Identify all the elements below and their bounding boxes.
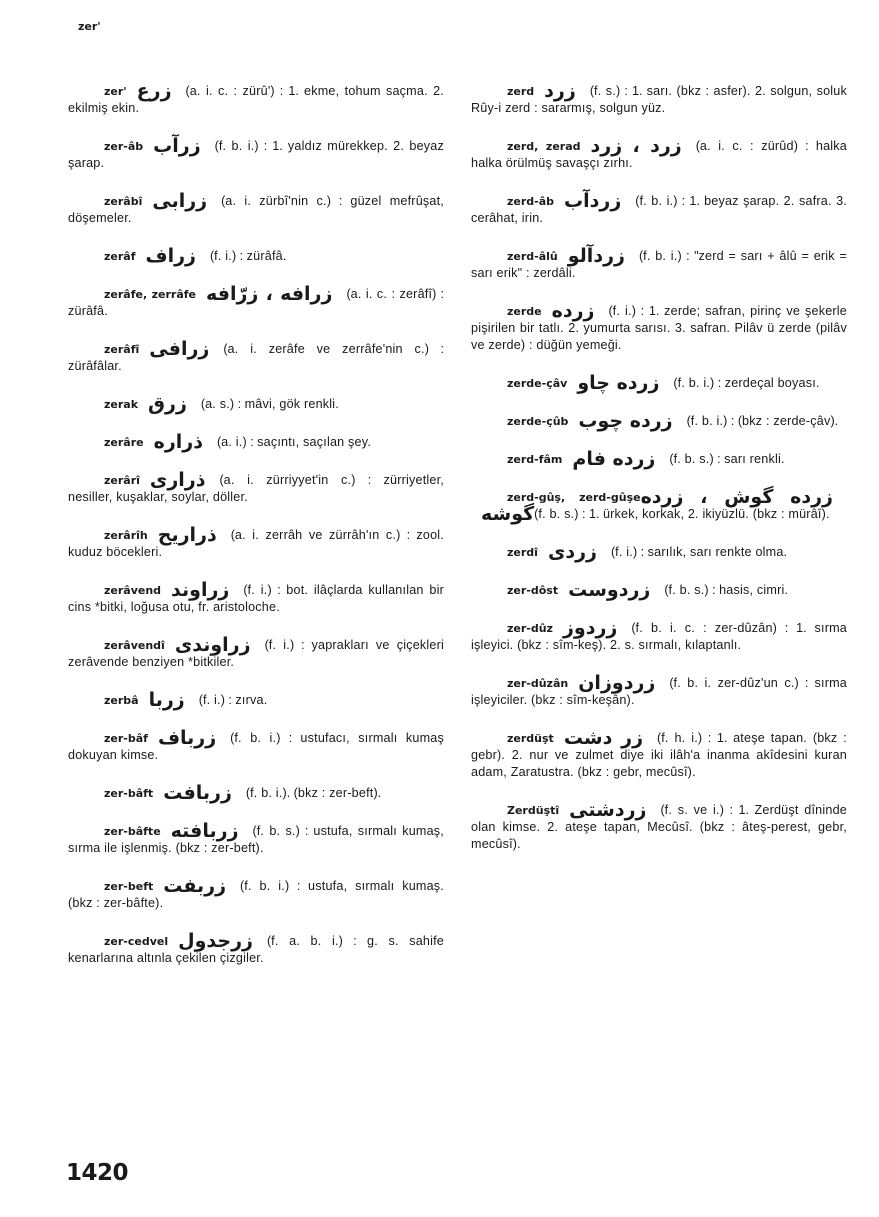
- entry-definition: (a. s.) : mâvi, gök renkli.: [200, 396, 339, 411]
- entry-headword: zerde: [507, 304, 542, 318]
- dictionary-entry: [471, 671, 847, 709]
- entry-headword: zerâfe, zerrâfe: [104, 287, 196, 301]
- entry-arabic-script: زرباف: [157, 726, 217, 749]
- running-head: zer': [78, 20, 101, 33]
- entry-definition: (a. i. c. : zürûd) : halka halka örülmüş savaşçı zırhı.: [471, 138, 847, 170]
- entry-headword: zerâf: [104, 249, 136, 263]
- entry-headword: zer-bâf: [104, 731, 148, 745]
- entry-definition: (a. i. zürbî'nin c.) : güzel mefrûşat, döşemeler.: [68, 193, 444, 225]
- entry-arabic-script: زرد: [544, 79, 576, 102]
- entry-headword: zerdî: [507, 545, 538, 559]
- dictionary-entry: [68, 726, 444, 764]
- dictionary-entry: [68, 430, 444, 453]
- dictionary-entry: [68, 633, 444, 671]
- entry-headword: zerde-çâv: [507, 376, 568, 390]
- dictionary-entry: [471, 578, 847, 601]
- entry-definition: (a. i. zerâfe ve zerrâfe'nin c.) : zürâfâlar.: [68, 341, 444, 373]
- entry-headword: zerd-fâm: [507, 452, 563, 466]
- dictionary-entry: [471, 485, 847, 525]
- entry-definition: (f. i.) : bot. ilâçlarda kullanılan bir cins *bitki, loğusa otu, fr. aristoloche.: [68, 582, 444, 614]
- dictionary-entry: [68, 244, 444, 267]
- entry-arabic-script: زرجدول: [178, 929, 253, 952]
- page-number: 1420: [66, 1160, 129, 1186]
- dictionary-entry: [68, 688, 444, 711]
- dictionary-entry: [68, 134, 444, 172]
- entry-arabic-script: زردوزان: [578, 671, 656, 694]
- dictionary-entry: [68, 282, 445, 320]
- entry-arabic-script: زردوز: [562, 616, 618, 639]
- entry-headword: zerâvend: [104, 583, 162, 597]
- entry-arabic-script: زرده چوب: [578, 409, 673, 432]
- entry-definition: (f. b. i.) : ustufa, sırmalı kumaş. (bkz : zer-bâfte).: [68, 878, 444, 910]
- dictionary-entry: [68, 578, 444, 616]
- entry-definition: (f. b. i. c. : zer-dûzân) : 1. sırma işleyici. (bkz : sîm-keş). 2. s. sırmalı, kılaptanlı.: [471, 620, 847, 652]
- entry-definition: (f. i.) : 1. zerde; safran, pirinç ve şekerle pişirilen bir tatlı. 2. yumurta sarısı. 3. safran. Pilâv ü zerde (pilâv ve zerde) : düğün yemeği.: [471, 303, 847, 352]
- entry-headword: zerbâ: [104, 693, 139, 707]
- dictionary-entry: [68, 392, 444, 415]
- entry-headword: zer-dûzân: [507, 676, 569, 690]
- entry-arabic-script: زربافت: [163, 781, 232, 804]
- entry-headword: zerak: [104, 397, 139, 411]
- right-column: [471, 70, 847, 874]
- entry-headword: zer-dûz: [507, 621, 553, 635]
- entry-arabic-script: زرابى: [152, 189, 208, 212]
- dictionary-entry: [471, 409, 847, 432]
- entry-arabic-script: زراوند: [171, 578, 230, 601]
- entry-headword: zerde-çûb: [507, 414, 569, 428]
- entry-headword: zerd-âlû: [507, 249, 558, 263]
- entry-definition: (f. i.) : sarılık, sarı renkte olma.: [610, 544, 788, 559]
- entry-arabic-script: زربافته: [170, 819, 239, 842]
- dictionary-entry: [471, 798, 847, 853]
- entry-definition: (f. b. i.) : "zerd = sarı + âlû = erik = sarı erik" : zerdâli.: [471, 248, 847, 280]
- entry-arabic-script: زر دشت: [563, 726, 644, 749]
- entry-definition: (f. i.) : zırva.: [198, 692, 268, 707]
- entry-definition: (a. i.) : saçıntı, saçılan şey.: [216, 434, 372, 449]
- dictionary-entry: [471, 371, 847, 394]
- entry-definition: (f. b. i.) : ustufacı, sırmalı kumaş dokuyan kimse.: [68, 730, 444, 762]
- entry-arabic-script: زردى: [547, 540, 597, 563]
- entry-headword: zerâre: [104, 435, 144, 449]
- entry-definition: (a. i. c. : zerâfî) : zürâfâ.: [68, 286, 445, 318]
- entry-arabic-script: ذراره: [153, 430, 203, 453]
- entry-definition: (f. b. i. zer-dûz'un c.) : sırma işleyiciler. (bkz : sîm-keşân).: [471, 675, 847, 707]
- entry-headword: Zerdüştî: [507, 803, 560, 817]
- dictionary-entry: [471, 616, 847, 654]
- entry-definition: (a. i. c. : zürû') : 1. ekme, tohum saçma. 2. ekilmiş ekin.: [68, 83, 444, 115]
- entry-arabic-script: زرد ، زرد: [590, 134, 682, 157]
- entry-definition: (f. s.) : 1. sarı. (bkz : asfer). 2. solgun, soluk Rûy-i zerd : sararmış, solgun yüz.: [471, 83, 847, 115]
- dictionary-entry: [68, 819, 444, 857]
- entry-headword: zerd-gûş, zerd-gûşe: [507, 490, 641, 504]
- entry-definition: (f. b. i.) : 1. yaldız mürekkep. 2. beyaz şarap.: [68, 138, 444, 170]
- entry-arabic-script: زراوندى: [174, 633, 251, 656]
- entry-headword: zerâfî: [104, 342, 140, 356]
- entry-definition: (f. s. ve i.) : 1. Zerdüşt dîninde olan kimse. 2. ateşe tapan, Mecûsî. (bkz : âteş-perest, gebr, mecûsî).: [471, 802, 847, 851]
- entry-arabic-script: زردوست: [568, 578, 651, 601]
- entry-headword: zer-cedvel: [104, 934, 169, 948]
- entry-arabic-script: ذرارى: [149, 468, 206, 491]
- entry-definition: (f. b. s.) : hasis, cimri.: [664, 582, 789, 597]
- entry-arabic-script: زراف: [145, 244, 196, 267]
- dictionary-entry: [68, 523, 444, 561]
- entry-definition: (a. i. zerrâh ve zürrâh'ın c.) : zool. kuduz böcekleri.: [68, 527, 444, 559]
- entry-headword: zerâvendî: [104, 638, 165, 652]
- entry-definition: (f. b. s.) : 1. ürkek, korkak, 2. ikiyüzlü. (bkz : mürâî).: [534, 506, 830, 521]
- entry-definition: (f. i.) : zürâfâ.: [209, 248, 287, 263]
- entry-arabic-script: زردشتى: [569, 798, 647, 821]
- entry-arabic-script: زرق: [148, 392, 187, 415]
- dictionary-entry: [68, 337, 444, 375]
- entry-arabic-script: ذراريح: [157, 523, 217, 546]
- entry-arabic-script: زرده چاو: [577, 371, 660, 394]
- dictionary-entry: [471, 726, 847, 781]
- dictionary-entry: [68, 929, 444, 967]
- entry-headword: zer-bâfte: [104, 824, 161, 838]
- entry-arabic-script: زردآلو: [567, 244, 625, 267]
- entry-definition: (f. b. i.) : (bkz : zerde-çâv).: [686, 413, 839, 428]
- dictionary-entry: [68, 468, 444, 506]
- entry-headword: zerâbî: [104, 194, 143, 208]
- entry-definition: (f. b. s.) : ustufa, sırmalı kumaş, sırma ile işlenmiş. (bkz : zer-beft).: [68, 823, 444, 855]
- entry-headword: zerd, zerad: [507, 139, 581, 153]
- dictionary-entry: [471, 540, 847, 563]
- entry-headword: zer-âb: [104, 139, 144, 153]
- entry-arabic-script: زرده فام: [572, 447, 656, 470]
- dictionary-entry: [471, 299, 847, 354]
- entry-headword: zerdüşt: [507, 731, 554, 745]
- entry-arabic-script: زردآب: [564, 189, 622, 212]
- dictionary-entry: [68, 874, 444, 912]
- entry-arabic-script: زرده: [551, 299, 595, 322]
- entry-headword: zer': [104, 84, 127, 98]
- entry-definition: (f. b. i.) : zerdeçal boyası.: [673, 375, 820, 390]
- dictionary-entry: [68, 79, 444, 117]
- entry-headword: zerârî: [104, 473, 140, 487]
- entry-arabic-script: زرآب: [153, 134, 201, 157]
- dictionary-entry: [471, 134, 847, 172]
- entry-arabic-script: زربا: [148, 688, 185, 711]
- entry-arabic-script: زرده گوش ، زرده گوشه: [481, 485, 833, 525]
- entry-arabic-script: زرافه ، زرّافه: [206, 282, 333, 305]
- entry-headword: zer-beft: [104, 879, 154, 893]
- entry-definition: (a. i. zürriyyet'in c.) : zürriyetler, nesiller, kuşaklar, soylar, döller.: [68, 472, 444, 504]
- entry-definition: (f. a. b. i.) : g. s. sahife kenarlarına altınla çekilen çizgiler.: [68, 933, 444, 965]
- dictionary-entry: [471, 79, 847, 117]
- left-column: [68, 70, 444, 988]
- dictionary-entry: [68, 781, 444, 804]
- entry-definition: (f. i.) : yaprakları ve çiçekleri zerâvende benziyen *bitkiler.: [68, 637, 444, 669]
- entry-definition: (f. b. i.). (bkz : zer-beft).: [245, 785, 382, 800]
- entry-headword: zer-dôst: [507, 583, 559, 597]
- entry-arabic-script: زربفت: [163, 874, 227, 897]
- entry-arabic-script: زرع: [136, 79, 172, 102]
- entry-definition: (f. b. i.) : 1. beyaz şarap. 2. safra. 3. cerâhat, irin.: [471, 193, 847, 225]
- entry-headword: zerd: [507, 84, 535, 98]
- dictionary-entry: [471, 189, 847, 227]
- entry-headword: zer-bâft: [104, 786, 154, 800]
- entry-headword: zerd-âb: [507, 194, 555, 208]
- entry-headword: zerârîh: [104, 528, 148, 542]
- dictionary-entry: [68, 189, 444, 227]
- dictionary-entry: [471, 447, 847, 470]
- dictionary-entry: [471, 244, 847, 282]
- entry-definition: (f. h. i.) : 1. ateşe tapan. (bkz : gebr). 2. nur ve zulmet diye iki ilâh'a inanma akîdesini kuran adam, Zaratustra. (bkz : gebr, mecûsî).: [471, 730, 847, 779]
- entry-arabic-script: زرافى: [149, 337, 210, 360]
- entry-definition: (f. b. s.) : sarı renkli.: [669, 451, 785, 466]
